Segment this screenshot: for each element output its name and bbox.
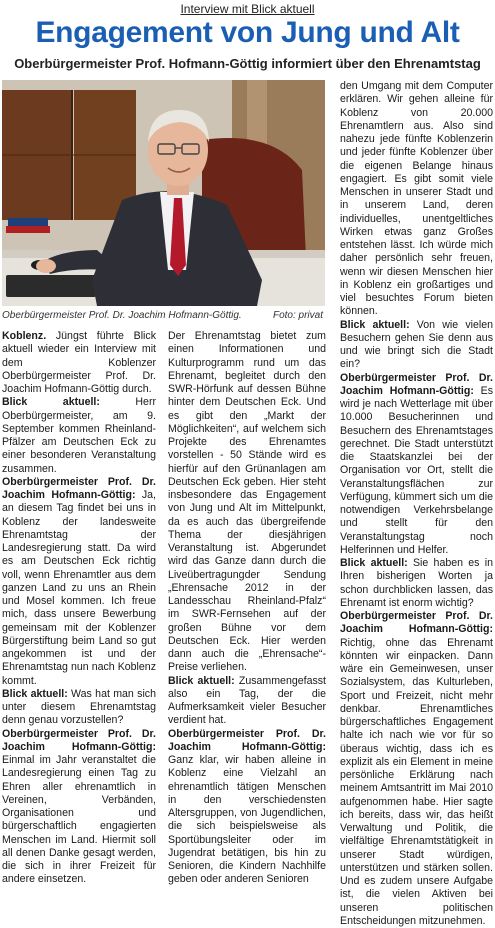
speaker-label: Oberbürgermeister Prof. Dr. Joachim Hofmann-Göttig: bbox=[168, 727, 326, 753]
article-paragraph bbox=[340, 80, 493, 319]
paragraph-text: Von wie vielen Besuchern gehen Sie denn aus und wie bringt sich die Stadt ein? bbox=[340, 318, 494, 371]
paragraph-text: Ja, an diesem Tag findet bei uns in Koblenz der landesweite Ehrenamtstag der Landesregierung statt. Da wird es am Deutschen Eck richtig voll, wenn Ehrenamtler aus dem ganzen Land zu uns an Rhein und Mosel kommen. Ich freue mich, dass unsere Bewerbung gemeinsam mit der Koblenzer Bürgerstiftung beim Land so gut angekommen ist und der Ehrenamtstag nun nach Koblenz kommt. bbox=[2, 489, 156, 687]
article-paragraph bbox=[340, 319, 493, 372]
article-column-1 bbox=[2, 330, 156, 887]
article-paragraph bbox=[340, 372, 493, 558]
paragraph-text: Herr Oberbürgermeister, am 9. September kommen Rheinland-Pfälzer am Deutschen Eck zu einer besonderen Veranstaltung zusammen. bbox=[2, 396, 156, 475]
paragraph-text: Was hat man sich unter diesem Ehrenamtstag denn genau vorzustellen? bbox=[2, 687, 156, 727]
article-paragraph bbox=[168, 675, 326, 728]
photo-credit: Foto: privat bbox=[272, 310, 323, 321]
article-column-3 bbox=[340, 80, 493, 928]
speaker-label: Blick aktuell: bbox=[168, 674, 235, 687]
paragraph-text: Richtig, ohne das Ehrenamt könnten wir einpacken. Dann wäre ein Gemeinwesen, unser Sozialsystem, das Kulturleben, Sport und Freizeit, nicht mehr denkbar. Ehrenamtliches bürgerschaftliches Engagement halte ich nach wie vor für so überaus wichtig, dass ich es explizit als ein Element in meine persönliche Erklärung nach meinem Amtsantritt im Mai 2010 aufgenommen habe. Hier sagte ich bereits, dass wir, das heißt Verwaltung und Politik, die vielfältige Ehrenamtstätigkeit in unserer Stadt würdigen, unterstützen und stärken sollen. Und es zudem unsere Aufgabe ist, die vielen Aktiven bei unseren politischen Entscheidungen mitzunehmen. bbox=[340, 636, 493, 927]
article-paragraph bbox=[2, 728, 156, 887]
portrait-illustration bbox=[2, 80, 325, 306]
subline: Oberbürgermeister Prof. Hofmann-Göttig informiert über den Ehrenamtstag bbox=[14, 56, 481, 71]
speaker-label: Oberbürgermeister Prof. Dr. Joachim Hofmann-Göttig: bbox=[340, 610, 493, 636]
speaker-label: Oberbürgermeister Prof. Dr. Joachim Hofmann-Göttig: bbox=[2, 475, 156, 501]
article-paragraph bbox=[340, 557, 493, 610]
speaker-label: Blick aktuell: bbox=[2, 687, 68, 700]
caption-text: Oberbürgermeister Prof. Dr. Joachim Hofmann-Göttig. bbox=[2, 310, 242, 321]
paragraph-text: Ganz klar, wir haben alleine in Koblenz eine Vielzahl an ehrenamtlich tätigen Menschen in den verschiedensten Altersgruppen, von Jugendlichen, die sich beispielsweise als Sportübungsleiter oder im Jugendrat betätigen, bis hin zu Senioren, die Kindern Nachhilfe geben oder anderen Senioren bbox=[168, 754, 326, 886]
photo-caption bbox=[2, 310, 325, 321]
article-column-2 bbox=[168, 330, 326, 887]
paragraph-text: Einmal im Jahr veranstaltet die Landesregierung einen Tag zu Ehren aller ehrenamtlich in Vereinen, Verbänden, Organisationen und bürgerschaftlich engagierten Menschen im Land. Hiermit soll all denen Danke gesagt werden, die sich in ihrer Freizeit für andere einsetzen. bbox=[2, 754, 156, 886]
speaker-label: Koblenz. bbox=[2, 330, 47, 342]
paragraph-text: Sie haben es in Ihren bisherigen Worten ja schon durchblicken lassen, das Ehrenamt ist enorm wichtig? bbox=[340, 557, 493, 609]
speaker-label: Oberbürgermeister Prof. Dr. Joachim Hofmann-Göttig: bbox=[340, 371, 493, 397]
article-paragraph bbox=[340, 610, 493, 928]
kicker: Interview mit Blick aktuell bbox=[180, 2, 315, 16]
speaker-label: Blick aktuell: bbox=[2, 396, 100, 409]
paragraph-text: Der Ehrenamtstag bietet zum einen Informationen und Kulturprogramm rund um das Ehrenamt, begleitet durch den SWR-Hörfunk auf dessen Bühne hinter dem Deutschen Eck. Und es gibt den „Markt der Möglichkeiten“, auf welchem sich Projekte des Ehrenamtes vorstellen - 50 Stände wird es hierfür auf den Grünanlagen am Deutschen Eck geben. Hier steht insbesondere das Engagement von Jung und Alt im Mittelpunkt, da es auch das übergreifende Thema der diesjährigen Veranstaltung ist. Abgerundet wird das Ganze dann durch die Liveübertragungder Sendung „Ehrensache 2012 in der Landesschau Rheinland-Pfalz“ im SWR-Fernsehen auf der großen Bühne vor dem Deutschen Eck. Hier werden dann auch die „Ehrensache“-Preise verliehen. bbox=[168, 330, 326, 674]
paragraph-text: Jüngst führte Blick aktuell wieder ein Interview mit dem Koblenzer Oberbürgermeister Prof. Dr. Joachim Hofmann-Göttig durch. bbox=[2, 330, 156, 395]
article-paragraph bbox=[2, 330, 156, 396]
headline: Engagement von Jung und Alt bbox=[35, 16, 460, 49]
paragraph-text: Zusammengefasst also ein Tag, der die Aufmerksamkeit vieler Besucher verdient hat. bbox=[168, 674, 326, 727]
article-paragraph bbox=[2, 396, 156, 476]
speaker-label: Blick aktuell: bbox=[340, 557, 408, 569]
article-paragraph bbox=[2, 476, 156, 688]
article-paragraph bbox=[168, 330, 326, 675]
speaker-label: Blick aktuell: bbox=[340, 318, 410, 331]
article-paragraph bbox=[2, 688, 156, 728]
speaker-label: Oberbürgermeister Prof. Dr. Joachim Hofmann-Göttig: bbox=[2, 727, 156, 753]
paragraph-text: Es wird je nach Wetterlage mit über 10.000 Besucherinnen und Besuchern des Ehrenamtstages gerechnet. Die Stadt unterstützt die Staatskanzlei bei der Organisation vor Ort, stellt die Veranstaltungsflächen zur Verfügung, kümmert sich um die notwendigen Verkehrsbelange und stellt für den Veranstaltungstag noch Helferinnen und Helfer. bbox=[340, 384, 493, 556]
portrait-photo bbox=[2, 80, 325, 306]
article-paragraph bbox=[168, 728, 326, 887]
paragraph-text: den Umgang mit dem Computer erklären. Wir gehen alleine für Koblenz von 20.000 Ehrenamtlern aus. Also sind nahezu jede fünfte Koblenzerin und jeder fünfte Koblenzer über die eigenen Belange hinaus engagiert. Es gibt somit viele Menschen in unserer Stadt und in unserem Land, deren individuelles, unentgeltliches Wirken etwas ganz Großes entstehen lässt. Ich würde mich daher persönlich sehr freuen, wenn wir diesen Menschen hier in Koblenz ein großartiges und viel besuchtes Forum bieten können. bbox=[340, 80, 493, 318]
